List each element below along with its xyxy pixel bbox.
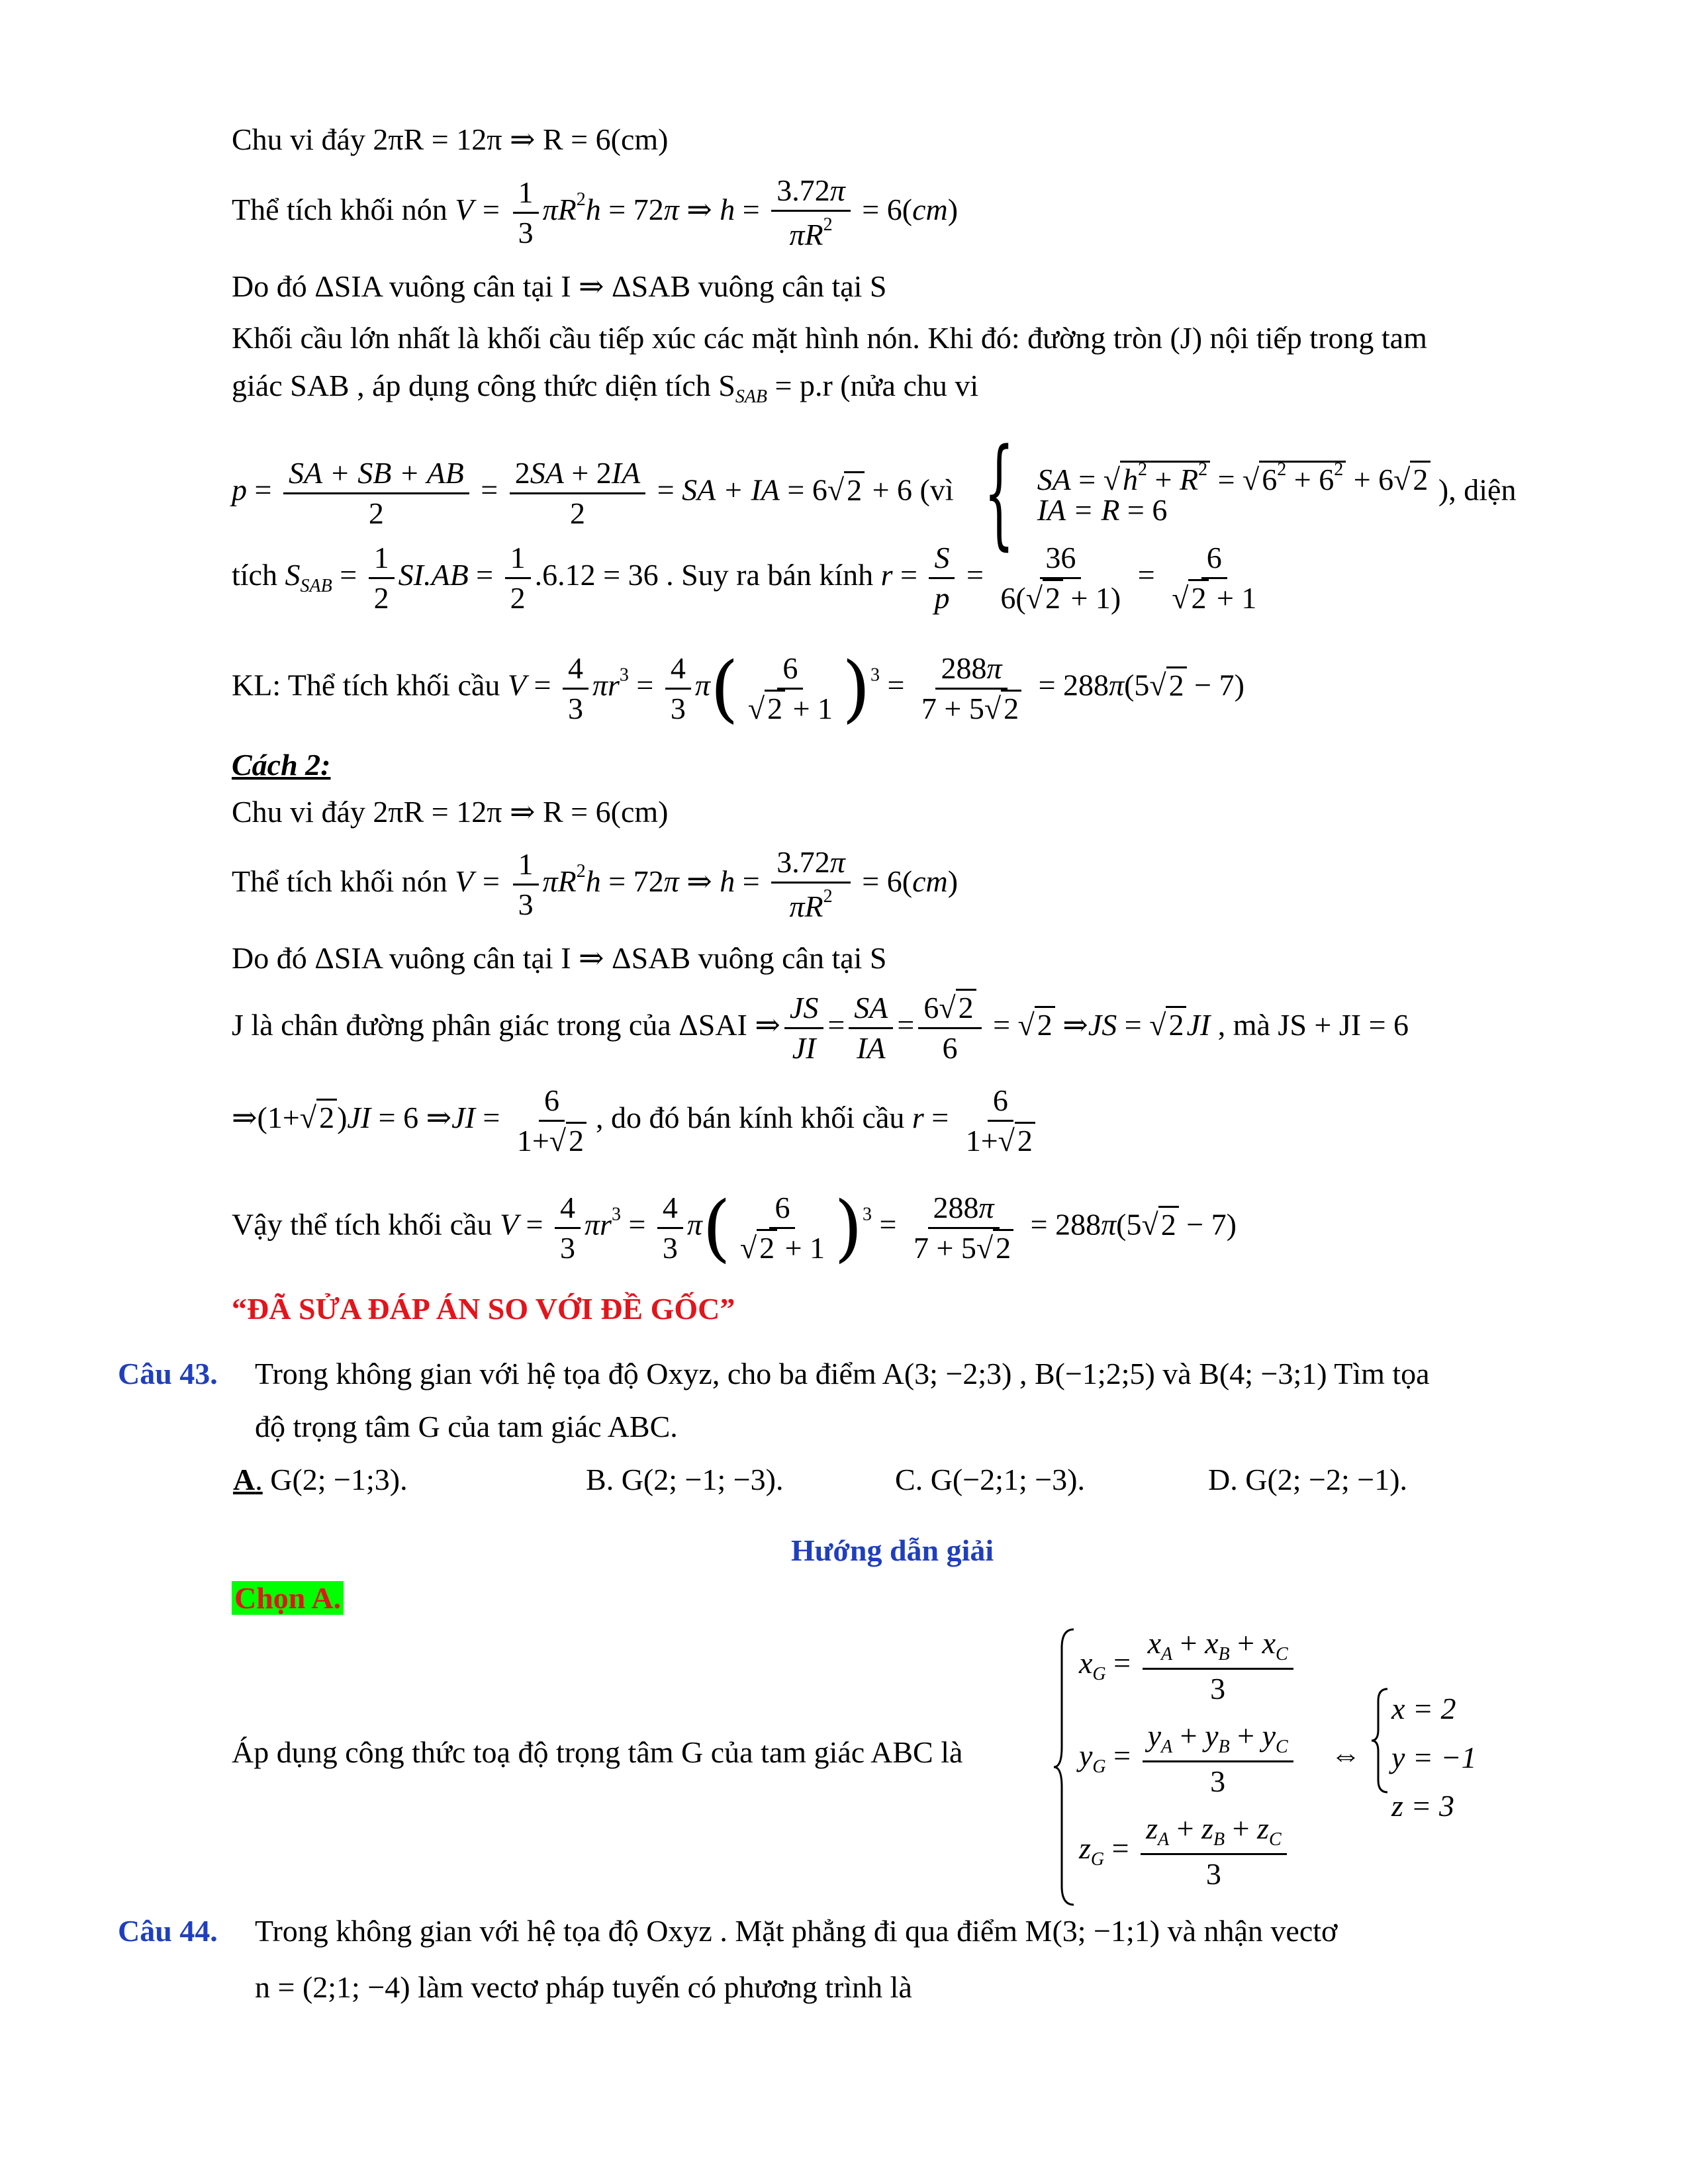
- q44-text-2: n = (2;1; −4) làm vectơ pháp tuyến có phương trình là: [255, 1970, 912, 2004]
- q43-choice: Chọn A.: [232, 1581, 344, 1615]
- q43-option-c[interactable]: C. G(−2;1; −3).: [895, 1463, 1085, 1496]
- edited-answer-note: “ĐÃ SỬA ĐÁP ÁN SO VỚI ĐỀ GỐC”: [232, 1292, 735, 1326]
- c2-line-4: J là chân đường phân giác trong của ΔSAI ⇒ $\frac{JS}{JI}$ = $\frac{SA}{IA}$ = $\frac{6√2}{6}$ = √2 ⇒JS = √2JI , mà JS + JI = 6: [232, 993, 1409, 1064]
- c2-line4-tail: , mà JS + JI = 6: [1217, 1008, 1409, 1042]
- q43-apply-text: Áp dụng công thức toạ độ trọng tâm G của tam giác ABC là: [232, 1735, 963, 1769]
- c2-line6-label: Vậy thể tích khối cầu: [232, 1207, 492, 1242]
- q43-option-a-letter: A: [233, 1463, 256, 1496]
- q43-option-b-letter: B: [586, 1463, 606, 1496]
- c2-line2-label: Thể tích khối nón: [232, 864, 447, 899]
- c1-line-4: Khối cầu lớn nhất là khối cầu tiếp xúc các mặt hình nón. Khi đó: đường tròn (J) nội tiếp trong tam: [232, 321, 1427, 355]
- c1-line-6: p = $\frac{SA + SB + AB}{2}$ = $\frac{2SA + 2IA}{2}$ = SA + IA = 6√2 + 6 (vì { SA = $√h^2 + R^2 = √6^2 + 6^2 + 6√2$ IA = R = 6 ), diện: [232, 424, 1517, 562]
- q43-option-c-value: G(−2;1; −3).: [930, 1463, 1085, 1496]
- q43-option-a[interactable]: A. G(2; −1;3).: [233, 1463, 408, 1496]
- c1-line-1: Chu vi đáy 2πR = 12π ⇒ R = 6(cm): [232, 122, 669, 156]
- q43-solution-title: Hướng dẫn giải: [791, 1533, 994, 1567]
- c2-heading: Cách 2:: [232, 748, 331, 782]
- q44-text-1: Trong không gian với hệ tọa độ Oxyz . Mặt phẳng đi qua điểm M(3; −1;1) và nhận vectơ: [255, 1914, 1338, 1948]
- c2-line-1: Chu vi đáy 2πR = 12π ⇒ R = 6(cm): [232, 795, 669, 829]
- c1-line-8: KL: Thể tích khối cầu V = $\frac{4}{3}$ $\pi r^3$ = $\frac{4}{3}$ π( $\frac{6}{√2 + 1}$ )$^3$ = $\frac{288\pi}{7 + 5√2}$ = 288π(5√2 − 7): [232, 646, 1244, 731]
- q43-result: [1391, 1684, 1477, 1831]
- c1-line6-tail: ), diện: [1438, 473, 1517, 507]
- c1-line5-text: giác SAB , áp dụng công thức diện tích S: [232, 369, 735, 402]
- c1-line7-label: tích: [232, 558, 277, 592]
- q43-option-b-value: G(2; −1; −3).: [621, 1463, 784, 1496]
- c2-line-6: Vậy thể tích khối cầu V = $\frac{4}{3}$ $\pi r^3$ = $\frac{4}{3}$ π( $\frac{6}{√2 + 1}$ )$^3$ = $\frac{288\pi}{7 + 5√2}$ = 288π(5√2 − 7): [232, 1185, 1237, 1270]
- c1-line-2: Thể tích khối nón V = $\frac{1}{3}$ $\pi R^2h = 72\pi$ ⇒ h = $\frac{3.72\pi}{\pi R^2}$ = 6(cm): [232, 173, 959, 251]
- c1-line-3: Do đó ΔSIA vuông cân tại I ⇒ ΔSAB vuông cân tại S: [232, 269, 887, 303]
- c1-line5-tail: = p.r (nửa chu vi: [767, 369, 979, 402]
- q43-option-d[interactable]: D. G(2; −2; −1).: [1208, 1463, 1408, 1496]
- q43-result-z: z = 3: [1391, 1789, 1454, 1823]
- q43-text-1: Trong không gian với hệ tọa độ Oxyz, cho ba điểm A(3; −2;3) , B(−1;2;5) và B(4; −3;1) Tìm tọa: [255, 1357, 1430, 1390]
- c2-line-5: ⇒(1+√2)JI = 6 ⇒JI = $\frac{6}{1+√2}$ , do đó bán kính khối cầu r = $\frac{6}{1+√2}$: [232, 1085, 1045, 1156]
- c1-line-7: tích $S_{SAB}$ = $\frac{1}{2}$ SI.AB = $\frac{1}{2}$ .6.12 = 36 . Suy ra bán kính r = $\frac{S}{p}$ = $\frac{36}{6(√2 + 1)}$ = $\frac{6}{√2 + 1}$: [232, 541, 1257, 615]
- c2-line-2: Thể tích khối nón V = $\frac{1}{3}$ $\pi R^2h = 72\pi$ ⇒ h = $\frac{3.72\pi}{\pi R^2}$ = 6(cm): [232, 845, 959, 923]
- q43-label: Câu 43.: [118, 1357, 218, 1390]
- q43-result-y: y = −1: [1391, 1740, 1477, 1774]
- equivalence-arrow: ⇔: [1331, 1738, 1361, 1772]
- c2-line-3: Do đó ΔSIA vuông cân tại I ⇒ ΔSAB vuông cân tại S: [232, 941, 887, 975]
- c2-line4-label: J là chân đường phân giác trong của ΔSAI: [232, 1008, 747, 1042]
- q43-result-x: x = 2: [1391, 1692, 1456, 1725]
- c1-line-5: giác SAB , áp dụng công thức diện tích $S_{SAB} = p.r$ (nửa chu vi: [232, 369, 979, 407]
- q43-option-a-value: G(2; −1;3).: [270, 1463, 408, 1496]
- right-brace-icon: [1370, 1688, 1390, 1794]
- c1-line8-label: KL: Thể tích khối cầu: [232, 668, 500, 702]
- c1-line7-mid: . Suy ra bán kính: [666, 558, 874, 592]
- document-page: Chu vi đáy 2πR = 12π ⇒ R = 6(cm) Thể tích khối nón V = $\frac{1}{3}$ $\pi R^2h = 72\pi$ ⇒ h = $\frac{3.72\pi}{\pi R^2}$ = 6(cm) Do đó ΔSIA vuông cân tại I ⇒ ΔSAB vuông cân tại S Khối cầu lớn nhất là khối cầu tiếp xúc các mặt hình nón. Khi đó: đường tròn (J) nội tiếp trong tam giác SAB , áp dụng công thức diện tích $S_{SAB} = p.r$ (nửa chu vi p = $\frac{SA + SB + AB}{2}$ = $\frac{2SA + 2IA}{2}$ = SA + IA = 6√2 + 6 (vì { SA = $√h^2 + R^2 = √6^2 + 6^2 + 6√2$ IA = R = 6 ), diện tích $S_{SAB}$ = $\frac{1}{2}$ SI.AB = $\frac{1}{2}$ .6.12 = 36 . Suy ra bán kính r = $\frac{S}{p}$ = $\frac{36}{6(√2 + 1)}$ = $\frac{6}{√2 + 1}$ KL: Thể tích khối cầu V = $\frac{4}{3}$ $\pi r^3$ = $\frac{4}{3}$ π( $\frac{6}{√2 + 1}$ )$^3$ = $\frac{288\pi}{7 + 5√2}$ = 288π(5√2 − 7) Cách 2: Chu vi đáy 2πR = 12π ⇒ R = 6(cm) Thể tích khối nón V = $\frac{1}{3}$ $\pi R^2h = 72\pi$ ⇒ h = $\frac{3.72\pi}{\pi R^2}$ = 6(cm) Do đó ΔSIA vuông cân tại I ⇒ ΔSAB vuông cân tại S J là chân đường phân giác trong của ΔSAI ⇒ $\frac{JS}{JI}$ = $\frac{SA}{IA}$ = $\frac{6√2}{6}$ = √2 ⇒JS = √2JI , mà JS + JI = 6 ⇒(1+√2)JI = 6 ⇒JI = $\frac{6}{1+√2}$ , do đó bán kính khối cầu r = $\frac{6}{1+√2}$ Vậy thể tích khối cầu V = $\frac{4}{3}$ $\pi r^3$ = $\frac{4}{3}$ π( $\frac{6}{√2 + 1}$ )$^3$ = $\frac{288\pi}{7 + 5√2}$ = 288π(5√2 − 7) “ĐÃ SỬA ĐÁP ÁN SO VỚI ĐỀ GỐC” Câu 43. Trong không gian với hệ tọa độ Oxyz, cho ba điểm A(3; −2;3) , B(−1;2;5) và B(4; −3;1) Tìm tọa độ trọng tâm G của tam giác ABC. A. G(2; −1;3). B. G(2; −1; −3). C. G(−2;1; −3). D. G(2; −2; −1). Hướng dẫn giải Chọn A. Áp dụng công thức toạ độ trọng tâm G của tam giác ABC là $x_G$ = $\frac{x_A + x_B + x_C}{3}$ $y_G$ = $\frac{y_A + y_B + y_C}{3}$ $z_G$ = $\frac{z_A + z_B + z_C}{3}$ ⇔ x = 2 y = −1 z = 3 Câu 44. Trong không gian với hệ tọa độ Oxyz . Mặt phẳng đi qua điểm M(3; −1;1) và nhận vectơ n = (2;1; −4) làm vectơ pháp tuyến có phương trình là: [118, 122, 1517, 2004]
- q43-option-b[interactable]: B. G(2; −1; −3).: [586, 1463, 784, 1496]
- q44-label: Câu 44.: [118, 1914, 218, 1948]
- c1-line2-label: Thể tích khối nón: [232, 193, 447, 227]
- q43-text-2: độ trọng tâm G của tam giác ABC.: [255, 1410, 678, 1443]
- c2-line5-mid: , do đó bán kính khối cầu: [596, 1101, 905, 1135]
- q43-option-d-value: G(2; −2; −1).: [1245, 1463, 1408, 1496]
- q43-option-c-letter: C: [895, 1463, 915, 1496]
- q43-option-d-letter: D: [1208, 1463, 1231, 1496]
- left-brace-icon: [1053, 1628, 1079, 1906]
